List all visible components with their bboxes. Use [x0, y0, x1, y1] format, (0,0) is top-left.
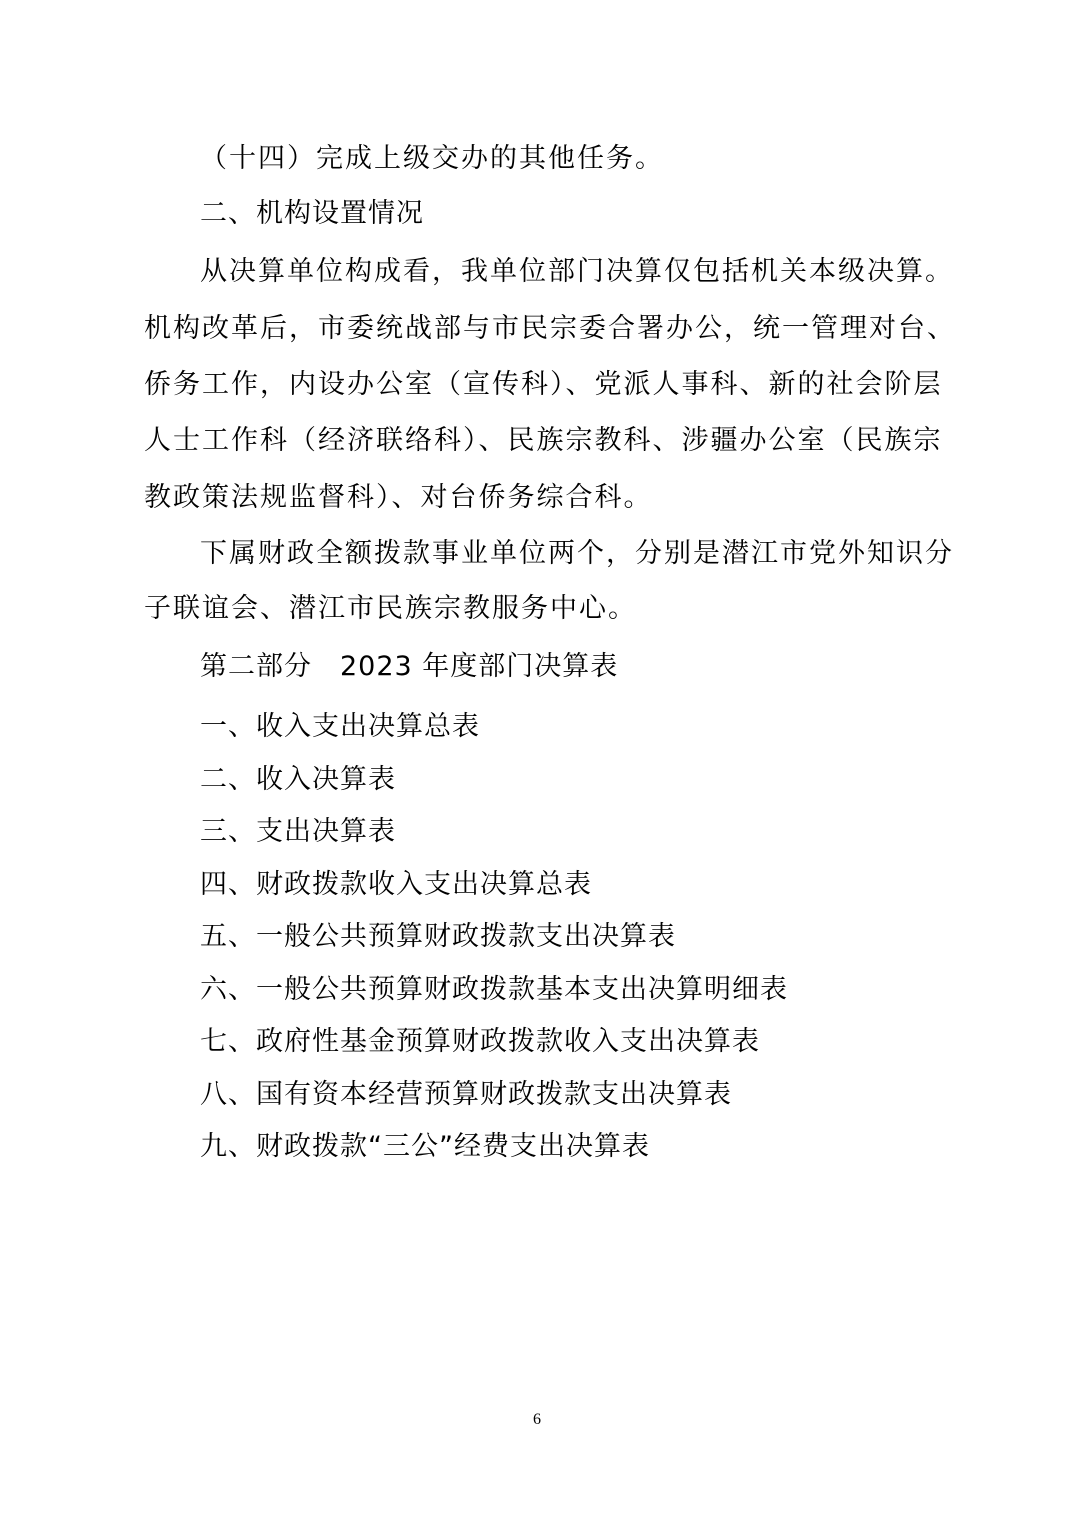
table-list-item-1: 一、收入支出决算总表	[200, 711, 480, 742]
table-list-item-2: 二、收入决算表	[200, 764, 396, 795]
para2-line-1: 下属财政全额拨款事业单位两个，分别是潜江市党外知识分	[200, 538, 954, 569]
para1-line-2: 机构改革后，市委统战部与市民宗委合署办公，统一管理对台、	[144, 313, 956, 344]
table-list-item-8: 八、国有资本经营预算财政拨款支出决算表	[200, 1079, 732, 1110]
para2-line-2: 子联谊会、潜江市民族宗教服务中心。	[144, 593, 637, 624]
para1-line-5: 教政策法规监督科）、对台侨务综合科。	[144, 482, 653, 513]
part-2-heading: 第二部分 2023 年度部门决算表	[200, 651, 619, 682]
section-2-heading: 二、机构设置情况	[200, 198, 424, 229]
table-list-item-3: 三、支出决算表	[200, 816, 396, 847]
table-list-item-7: 七、政府性基金预算财政拨款收入支出决算表	[200, 1026, 760, 1057]
task-14-line: （十四）完成上级交办的其他任务。	[200, 143, 664, 174]
para1-line-3: 侨务工作，内设办公室（宣传科）、党派人事科、新的社会阶层	[144, 369, 943, 400]
para1-line-1: 从决算单位构成看，我单位部门决算仅包括机关本级决算。	[200, 256, 954, 287]
table-list-item-4: 四、财政拨款收入支出决算总表	[200, 869, 592, 900]
table-list-item-9: 九、财政拨款“三公”经费支出决算表	[200, 1131, 650, 1162]
table-list-item-6: 六、一般公共预算财政拨款基本支出决算明细表	[200, 974, 788, 1005]
table-list-item-5: 五、一般公共预算财政拨款支出决算表	[200, 921, 676, 952]
page-number: 6	[533, 1411, 541, 1428]
para1-line-4: 人士工作科（经济联络科）、民族宗教科、涉疆办公室（民族宗	[144, 425, 943, 456]
